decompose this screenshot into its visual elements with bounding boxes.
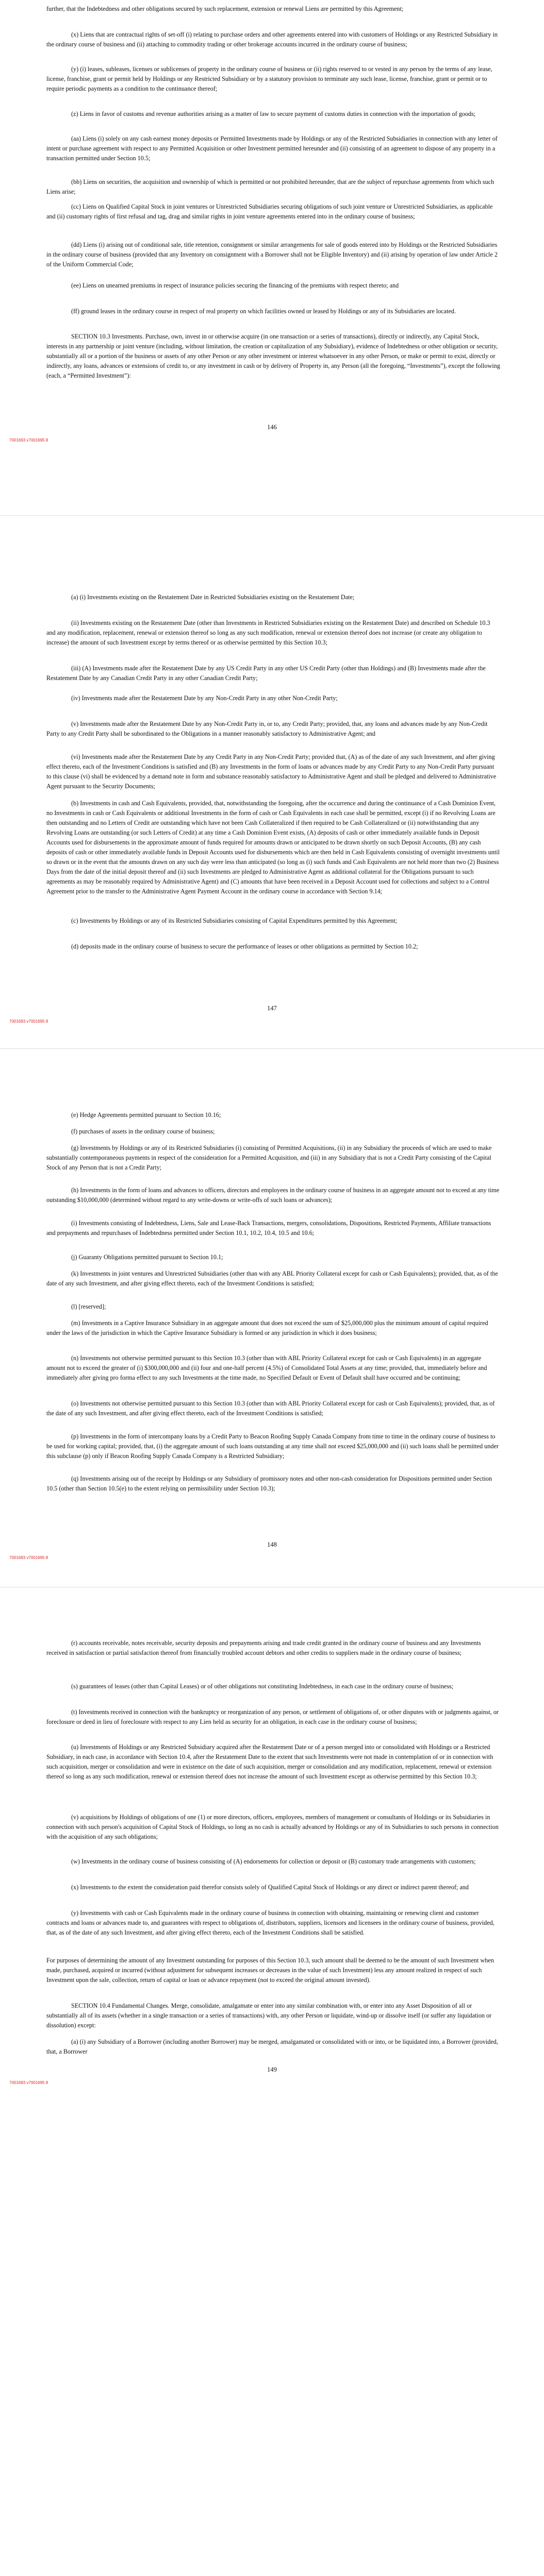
page-number: 146 [267,423,277,431]
paragraph: (ee) Liens on unearned premiums in respect of insurance policies securing the financing of the premiums with respect thereto; and [71,282,399,289]
page-divider [0,1048,544,1049]
section-10-3-paragraph: SECTION 10.3 Investments. Purchase, own, invest in or otherwise acquire (in one transaction or a series of transactions), directly or indirectly, any Capital Stock, interests in any partnership or joint venture (including, without limitation, the creation or capitalization of any Subsidiary), evidence of Indebtedness or other obligation or security, substantially all or a portion of the business or assets of any other Person or any other investment or interest whatsoever in any other Person, or make or permit to exist, directly or indirectly, any loans, advances or extensions of credit to, or any investment in cash or by delivery of Property in, any Person (all the foregoing, “Investments”), except the following (each, a “Permitted Investment”): [46,333,500,379]
document-id: 7001693 v7001695 8 [9,438,48,443]
paragraph: (aa) Liens (i) solely on any cash earnest money deposits or Permitted Investments made by Holdings or any of the Restricted Subsidiaries in connection with any letter of intent or purchase agreement with respect to any Permitted Acquisition or other Investment permitted hereunder and (ii) consisting of an agreement to dispose of any property in a transaction permitted under Section 10.5; [46,135,498,162]
paragraph: (u) Investments of Holdings or any Restricted Subsidiary acquired after the Restatement Date or of a person merged into or consolidated with Holdings or a Restricted Subsidiary, in each case, in accordance with Section 10.4, after the Restatement Date to the extent that such Investments were not made in contemplation of or in connection with such acquisition, merger or consolidation and were in existence on the date of such acquisition, merger or consolidation and any modification, replacement, renewal or extension thereof so long as any such modification, renewal or extension thereof does not increase the amount of such Investment except as otherwise permitted by this Section 10.3; [46,1743,493,1780]
paragraph: (b) Investments in cash and Cash Equivalents, provided, that, notwithstanding the foregoing, after the occurrence and during the continuance of a Cash Dominion Event, no Investments in cash or Cash Equivalents or additional Investments in the form of cash or Cash Equivalents in each case shall be permitted, except (i) if no Revolving Loans are then outstanding and no Letters of Credit are outstanding which have not been Cash Collateralized if then required to be Cash Collateralized or (ii) notwithstanding that any Revolving Loans are outstanding (or such Letters of Credit) at any time a Cash Dominion Event exists, (A) deposits of cash or other immediately available funds in Deposit Accounts used for disbursements in the approximate amount of funds required for amounts drawn or anticipated to be drawn shortly on such Deposit Accounts, (B) any cash deposits of cash or other immediately available funds in Deposit Accounts used for disbursements which are then held in Cash Equivalents consisting of overnight investments until so drawn or in the event that the amounts drawn on any such day were less than anticipated (so long as (i) such funds and Cash Equivalents are not held more than two (2) Business Days from the date of the initial deposit thereof and (ii) such Investments are pledged to Administrative Agent as additional collateral for the Obligations pursuant to such agreements as may be reasonably required by Administrative Agent) and (C) amounts that have been received in a Deposit Account used for collections and subject to a Control Agreement prior to the transfer to the Administrative Agent Payment Account in the ordinary course in accordance with Section 9.14; [46,800,500,895]
paragraph: (iii) (A) Investments made after the Restatement Date by any US Credit Party in any other US Credit Party (other than Holdings) and (B) Investments made after the Restatement Date by any Canadian Credit Party in any other Canadian Credit Party; [46,665,486,682]
paragraph: (n) Investments not otherwise permitted pursuant to this Section 10.3 (other than with ABL Priority Collateral except for cash or Cash Equivalents) in an aggregate amount not to exceed the greater of (i) $300,000,000 and (ii) four and one-half percent (4.5%) of Consolidated Total Assets at any time; provided, that, immediately before and immediately after giving pro forma effect to any such Investments at the time made, no Specified Default or Event of Default shall have occurred and be continuing; [46,1354,487,1381]
paragraph: (i) Investments consisting of Indebtedness, Liens, Sale and Lease-Back Transactions, mergers, consolidations, Dispositions, Restricted Payments, Affiliate transactions and prepayments and repurchases of Indebtedness permitted under Section 10.1, 10.2, 10.4, 10.5 and 10.6; [46,1219,491,1236]
paragraph: (r) accounts receivable, notes receivable, security deposits and prepayments arising and trade credit granted in the ordinary course of business and any Investments received in satisfaction or partial satisfaction thereof from financially troubled account debtors and other credits to suppliers made in the ordinary course of business; [46,1639,481,1656]
paragraph: (f) purchases of assets in the ordinary course of business; [71,1128,215,1135]
paragraph: For purposes of determining the amount of any Investment outstanding for purposes of this Section 10.3, such amount shall be deemed to be the amount of such Investment when made, purchased, acquired or incurred (without adjustment for subsequent increases or decreases in the value of such Investment) less any amount realized in respect of such Investment upon the sale, collection, return of capital or loan or advance repayment (not to exceed the original amount invested). [46,1957,494,1984]
paragraph: (a) (i) Investments existing on the Restatement Date in Restricted Subsidiaries existing on the Restatement Date; [71,594,355,601]
page-147 [0,592,544,1185]
paragraph: (x) Liens that are contractual rights of set-off (i) relating to purchase orders and other agreements entered into with customers of Holdings or any Restricted Subsidiary in the ordinary course of business and (ii) attaching to commodity trading or other brokerage accounts incurred in the ordinary course of business; [46,31,498,48]
section-10-4-paragraph: SECTION 10.4 Fundamental Changes. Merge, consolidate, amalgamate or enter into any similar combination with, or enter into any Asset Disposition of all or substantially all of its assets (whether in a single transaction or a series of transactions) with, any other Person or liquidate, wind-up or dissolve itself (or suffer any liquidation or dissolution) except: [46,2002,492,2029]
paragraph: (bb) Liens on securities, the acquisition and ownership of which is permitted or not prohibited hereunder, that are the subject of repurchase agreements from which such Liens arise; [46,178,494,195]
document-id: 7001693 v7001695 8 [9,1555,48,1560]
paragraph: (vi) Investments made after the Restatement Date by any Credit Party in any Non-Credit Party; provided that, (A) as of the date of any such Investment, and after giving effect thereto, each of the Investment Conditions is satisfied and (B) any Investments in the form of loans or advances made by any Credit Party to any Non-Credit Party pursuant to this clause (vi) shall be evidenced by a demand note in form and substance reasonably satisfactory to Administrative Agent and shall be pledged and delivered to Administrative Agent pursuant to the Security Documents; [46,753,497,790]
paragraph: (t) Investments received in connection with the bankruptcy or reorganization of any person, or settlement of obligations of, or other disputes with or judgments against, or foreclosure or deed in lieu of foreclosure with respect to any Lien held as security for an obligation, in each case in the ordinary course of business; [46,1708,499,1725]
paragraph: further, that the Indebtedness and other obligations secured by such replacement, extension or renewal Liens are permitted by this Agreement; [46,5,404,12]
paragraph: (y) (i) leases, subleases, licenses or sublicenses of property in the ordinary course of business or (ii) rights reserved to or vested in any person by the terms of any lease, license, franchise, grant or permit held by Holdings or any Restricted Subsidiary or by a statutory provision to terminate any such lease, license, franchise, grant or permit or to require periodic payments as a condition to the continuance thereof; [46,65,492,92]
paragraph: (w) Investments in the ordinary course of business consisting of (A) endorsements for collection or deposit or (B) customary trade arrangements with customers; [71,1858,476,1865]
paragraph: (o) Investments not otherwise permitted pursuant to this Section 10.3 (other than with ABL Priority Collateral except for cash or Cash Equivalents); provided, that, as of the date of any such Investment, and after giving effect thereto, each of the Investment Conditions is satisfied; [46,1400,495,1417]
paragraph: (h) Investments in the form of loans and advances to officers, directors and employees in the ordinary course of business in an aggregate amount not to exceed at any time outstanding $10,000,000 (determined without regard to any write-downs or write-offs of such loans or advances); [46,1187,500,1204]
paragraph: (ii) Investments existing on the Restatement Date (other than Investments in Restricted Subsidiaries existing on the Restatement Date) and described on Schedule 10.3 and any modification, replacement, renewal or extension thereof so long as any such modification, renewal or extension thereof does not increase (or create any obligation to increase) the amount of such Investment except by terms thereof or as otherwise permitted by this Section 10.3; [46,619,490,646]
page-148 [0,1110,544,1703]
paragraph: (y) Investments with cash or Cash Equivalents made in the ordinary course of business in connection with obtaining, maintaining or renewing client and customer contracts and loans or advances made to, and guarantees with respect to obligations of, distributors, suppliers, licensors and licensees in the ordinary course of business, provided, that, as of the date of any such Investment, and after giving effect thereto, each of the Investment Conditions shall be satisfied. [46,1909,494,1936]
paragraph: (c) Investments by Holdings or any of its Restricted Subsidiaries consisting of Capital Expenditures permitted by this Agreement; [71,917,397,924]
paragraph: (v) Investments made after the Restatement Date by any Non-Credit Party in, or to, any Credit Party; provided, that, any loans and advances made by any Non-Credit Party to any Credit Party shall be subordinated to the Obligations in a manner reasonably satisfactory to Administrative Agent; and [46,720,488,737]
page-number: 149 [267,2066,277,2073]
paragraph: (iv) Investments made after the Restatement Date by any Non-Credit Party in any other Non-Credit Party; [71,694,338,702]
paragraph: (ff) ground leases in the ordinary course in respect of real property on which facilities owned or leased by Holdings or any of its Subsidiaries are located. [71,308,456,315]
document-id: 7001693 v7001695 8 [9,2080,48,2085]
paragraph: (l) [reserved]; [71,1303,106,1310]
paragraph: (dd) Liens (i) arising out of conditional sale, title retention, consignment or similar arrangements for sale of goods entered into by Holdings or the Restricted Subsidiaries in the ordinary course of business (provided that any Inventory on consignment with a Borrower shall not be Eligible Inventory) and (ii) arising by operation of law under Article 2 of the Uniform Commercial Code; [46,241,498,268]
paragraph: (a) (i) any Subsidiary of a Borrower (including another Borrower) may be merged, amalgamated or consolidated with or into, or be liquidated into, a Borrower (provided, that, a Borrower [46,2038,498,2055]
page-number: 147 [267,1005,277,1012]
page-divider [0,515,544,516]
paragraph: (g) Investments by Holdings or any of its Restricted Subsidiaries (i) consisting of Permitted Acquisitions, (ii) in any Subsidiary the proceeds of which are used to make substantially contemporaneous payments in respect of the consideration for a Permitted Acquisition, and (iii) in any Subsidiary that is not a Credit Party consisting of the Capital Stock of any Person that is not a Credit Party; [46,1144,492,1171]
page-number: 148 [267,1541,277,1548]
paragraph: (cc) Liens on Qualified Capital Stock in joint ventures or Unrestricted Subsidiaries securing obligations of such joint venture or Unrestricted Subsidiaries, as applicable and (ii) customary rights of first refusal and tag, drag and similar rights in joint venture agreements entered into in the ordinary course of business; [46,203,493,220]
paragraph: (d) deposits made in the ordinary course of business to secure the performance of leases or other obligations as permitted by Section 10.2; [71,943,418,950]
paragraph: (s) guarantees of leases (other than Capital Leases) or of other obligations not constituting Indebtedness, in each case in the ordinary course of business; [71,1683,454,1690]
paragraph: (p) Investments in the form of intercompany loans by a Credit Party to Beacon Roofing Supply Canada Company from time to time in the ordinary course of business to be used for working capital; provided, that, (i) the aggregate amount of such loans outstanding at any time shall not exceed $25,000,000 and (ii) such loans shall be permitted under this subclause (p) only if Beacon Roofing Supply Canada Company is a Restricted Subsidiary; [46,1433,499,1460]
paragraph: (x) Investments to the extent the consideration paid therefor consists solely of Qualified Capital Stock of Holdings or any direct or indirect parent thereof; and [71,1884,469,1891]
paragraph: (q) Investments arising out of the receipt by Holdings or any Subsidiary of promissory notes and other non-cash consideration for Dispositions permitted under Section 10.5 (other than Section 10.5(e) to the extent relying on permissibility under Section 10.3); [46,1475,492,1492]
paragraph: (k) Investments in joint ventures and Unrestricted Subsidiaries (other than with any ABL Priority Collateral except for cash or Cash Equivalents); provided, that, as of the date of any such Investment, and after giving effect thereto, each of the Investment Conditions is satisfied; [46,1270,498,1287]
paragraph: (e) Hedge Agreements permitted pursuant to Section 10.16; [71,1111,221,1118]
page-149 [0,1638,544,2576]
paragraph: (m) Investments in a Captive Insurance Subsidiary in an aggregate amount that does not exceed the sum of $25,000,000 plus the minimum amount of capital required under the laws of the jurisdiction in which the Captive Insurance Subsidiary is formed or any jurisdiction in which it does business; [46,1319,488,1336]
paragraph: (v) acquisitions by Holdings of obligations of one (1) or more directors, officers, employees, members of management or consultants of Holdings or its Subsidiaries in connection with such person's acquisition of Capital Stock of Holdings, so long as no cash is actually advanced by Holdings or any of its Subsidiaries to such persons in connection with the acquisition of any such obligations; [46,1814,499,1840]
paragraph: (z) Liens in favor of customs and revenue authorities arising as a matter of law to secure payment of customs duties in connection with the importation of goods; [71,110,476,117]
paragraph: (j) Guaranty Obligations permitted pursuant to Section 10.1; [71,1253,223,1261]
document-id: 7001693 v7001695 8 [9,1019,48,1024]
